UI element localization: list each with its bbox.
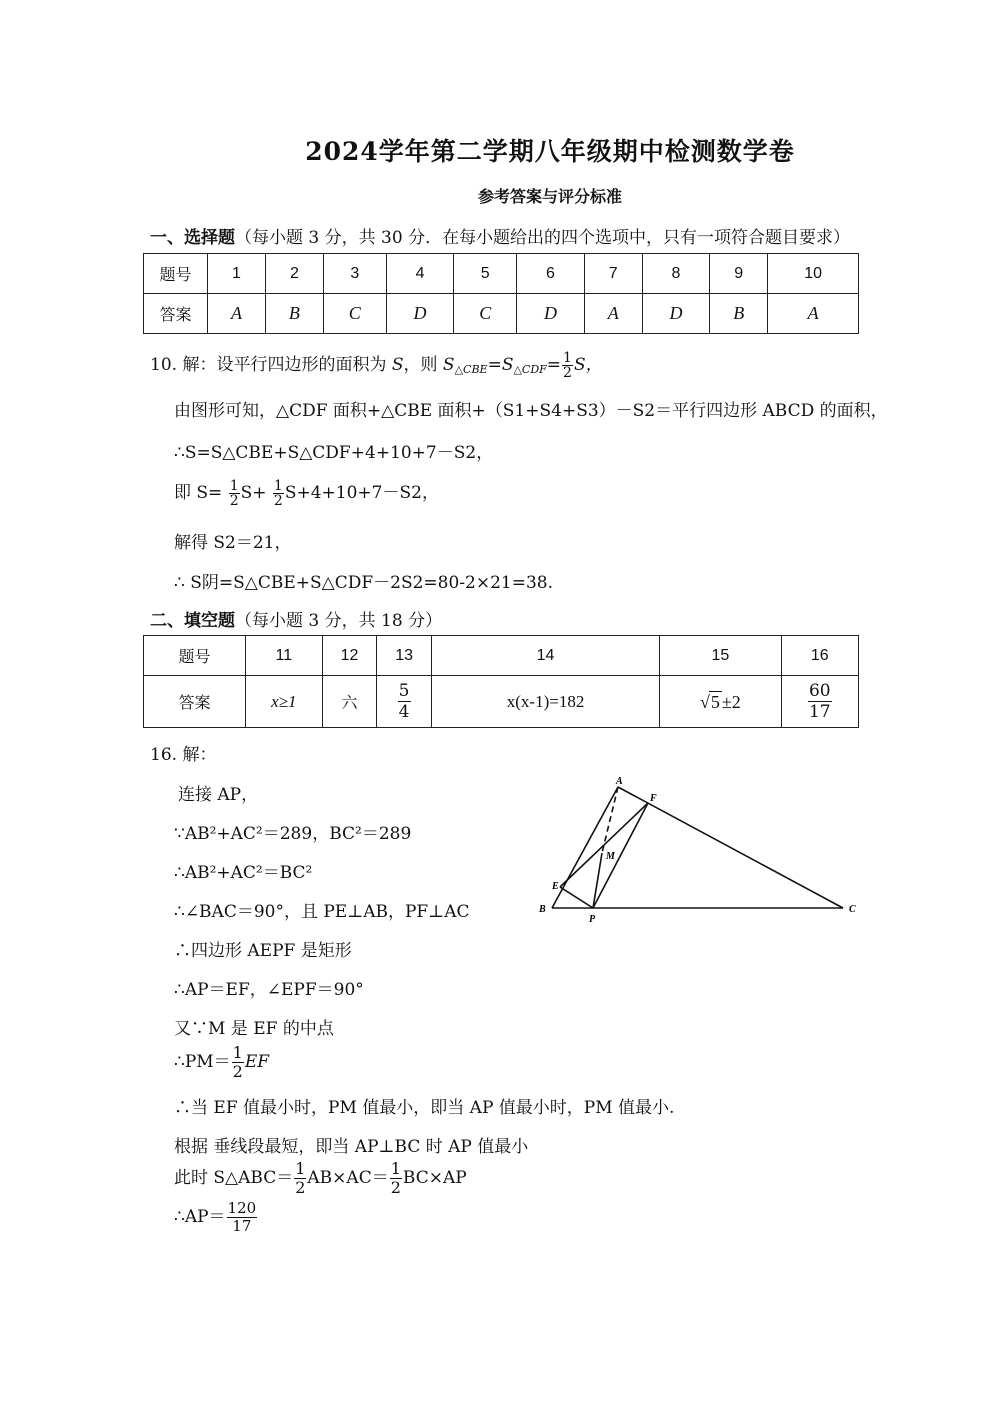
choice-a: C <box>454 294 517 334</box>
point-label: P <box>589 914 596 925</box>
choice-a: A <box>768 294 859 334</box>
fill-q: 14 <box>431 636 659 676</box>
segment-ap-dashed <box>602 787 618 853</box>
triangle-figure <box>530 775 870 930</box>
page-subtitle: 参考答案与评分标准 <box>477 187 622 206</box>
point-label: E <box>552 881 559 892</box>
q16-line1: 连接 AP， <box>178 785 259 805</box>
choice-q: 8 <box>642 254 710 294</box>
choice-a: B <box>710 294 768 334</box>
section1-heading: 一、选择题 <box>150 228 235 248</box>
choice-q: 6 <box>517 254 585 294</box>
q16-line3: ∴AB²+AC²＝BC² <box>174 863 313 883</box>
page-title: 2024学年第二学期八年级期中检测数学卷 <box>305 137 795 166</box>
choice-q: 4 <box>386 254 454 294</box>
section2-heading: 二、填空题 <box>150 611 235 631</box>
fill-a11: x≥1 <box>246 676 323 728</box>
point-label: M <box>606 851 615 862</box>
choice-row-label-a: 答案 <box>144 294 208 334</box>
choice-q: 7 <box>584 254 642 294</box>
segment-ef <box>560 803 648 887</box>
q10-line4: 即 S= $\frac{1}{2}$ S+ $\frac{1}{2}$ S+4+10+7－S2， <box>174 478 439 509</box>
choice-q: 1 <box>208 254 266 294</box>
q10-line3: ∴S=S△CBE+S△CDF+4+10+7－S2， <box>174 443 494 463</box>
fill-q: 12 <box>322 636 377 676</box>
section2-heading-line <box>150 606 442 631</box>
q10-line6: ∴ S阴=S△CBE+S△CDF－2S2=80-2×21=38. <box>174 573 554 593</box>
fill-a13: $\frac{5}{4}$ <box>377 676 432 728</box>
point-label: F <box>650 793 657 804</box>
q16-line2: ∵AB²+AC²＝289，BC²＝289 <box>174 824 412 844</box>
choice-a: B <box>265 294 323 334</box>
q16-line4: ∴∠BAC＝90°，且 PE⊥AB，PF⊥AC <box>174 902 470 922</box>
q16-line10: 根据 垂线段最短，即当 AP⊥BC 时 AP 值最小 <box>174 1137 529 1157</box>
fill-q: 13 <box>377 636 432 676</box>
q16-line9: ∴当 EF 值最小时，PM 值最小，即当 AP 值最小时，PM 值最小. <box>174 1098 675 1118</box>
q16-line8: ∴PM＝ $\frac{1}{2}$ EF <box>174 1043 270 1081</box>
q10-line1: 10. 解：设平行四边形的面积为 S，则 $S_{\triangle CBE}=S_{\triangle CDF}=$ $\frac{1}{2}$ S， <box>150 350 603 381</box>
choice-a: D <box>642 294 710 334</box>
fill-q: 15 <box>660 636 781 676</box>
q16-line7: 又∵M 是 EF 的中点 <box>174 1019 334 1039</box>
q16-line12: ∴AP＝ $\frac{120}{17}$ <box>174 1199 257 1235</box>
segment-ac <box>618 787 843 908</box>
q10-line5: 解得 S2＝21， <box>174 533 292 553</box>
section1-heading-line <box>150 223 850 248</box>
q16-line5: ∴四边形 AEPF 是矩形 <box>174 941 352 961</box>
choice-q: 2 <box>265 254 323 294</box>
choice-q: 10 <box>768 254 859 294</box>
choice-a: D <box>386 294 454 334</box>
point-label: A <box>616 776 623 787</box>
point-label: B <box>539 904 546 915</box>
fill-answer-table <box>143 635 859 728</box>
fill-a14: x(x-1)=182 <box>431 676 659 728</box>
section2-note: （每小题 3 分，共 18 分） <box>235 611 443 631</box>
fill-row-label-a: 答案 <box>144 676 246 728</box>
choice-a: A <box>208 294 266 334</box>
choice-row-label-q: 题号 <box>144 254 208 294</box>
fill-q: 16 <box>781 636 858 676</box>
q16-line6: ∴AP＝EF，∠EPF＝90° <box>174 980 364 1000</box>
choice-a: A <box>584 294 642 334</box>
fill-row-label-q: 题号 <box>144 636 246 676</box>
segment-pe <box>560 887 593 908</box>
q16-line11: 此时 S△ABC＝ $\frac{1}{2}$ AB×AC＝ $\frac{1}{2}$ BC×AP <box>174 1159 467 1197</box>
choice-q: 3 <box>323 254 386 294</box>
choice-answer-table <box>143 253 859 334</box>
fill-q: 11 <box>246 636 323 676</box>
q16-head: 16. 解： <box>150 745 217 765</box>
segment-ab <box>552 787 618 908</box>
fill-a15: √5 ±2 <box>660 676 781 728</box>
choice-a: D <box>517 294 585 334</box>
section1-note: （每小题 3 分，共 30 分．在每小题给出的四个选项中，只有一项符合题目要求） <box>235 228 851 248</box>
point-label: C <box>849 904 856 915</box>
choice-q: 5 <box>454 254 517 294</box>
q10-line2: 由图形可知，△CDF 面积+△CBE 面积+（S1+S4+S3）－S2＝平行四边形 ABCD 的面积， <box>174 401 888 421</box>
choice-a: C <box>323 294 386 334</box>
fill-a12: 六 <box>322 676 377 728</box>
fill-a16: $\frac{60}{17}$ <box>781 676 858 728</box>
fraction: $\frac{1}{2}$ <box>563 350 572 381</box>
choice-q: 9 <box>710 254 768 294</box>
